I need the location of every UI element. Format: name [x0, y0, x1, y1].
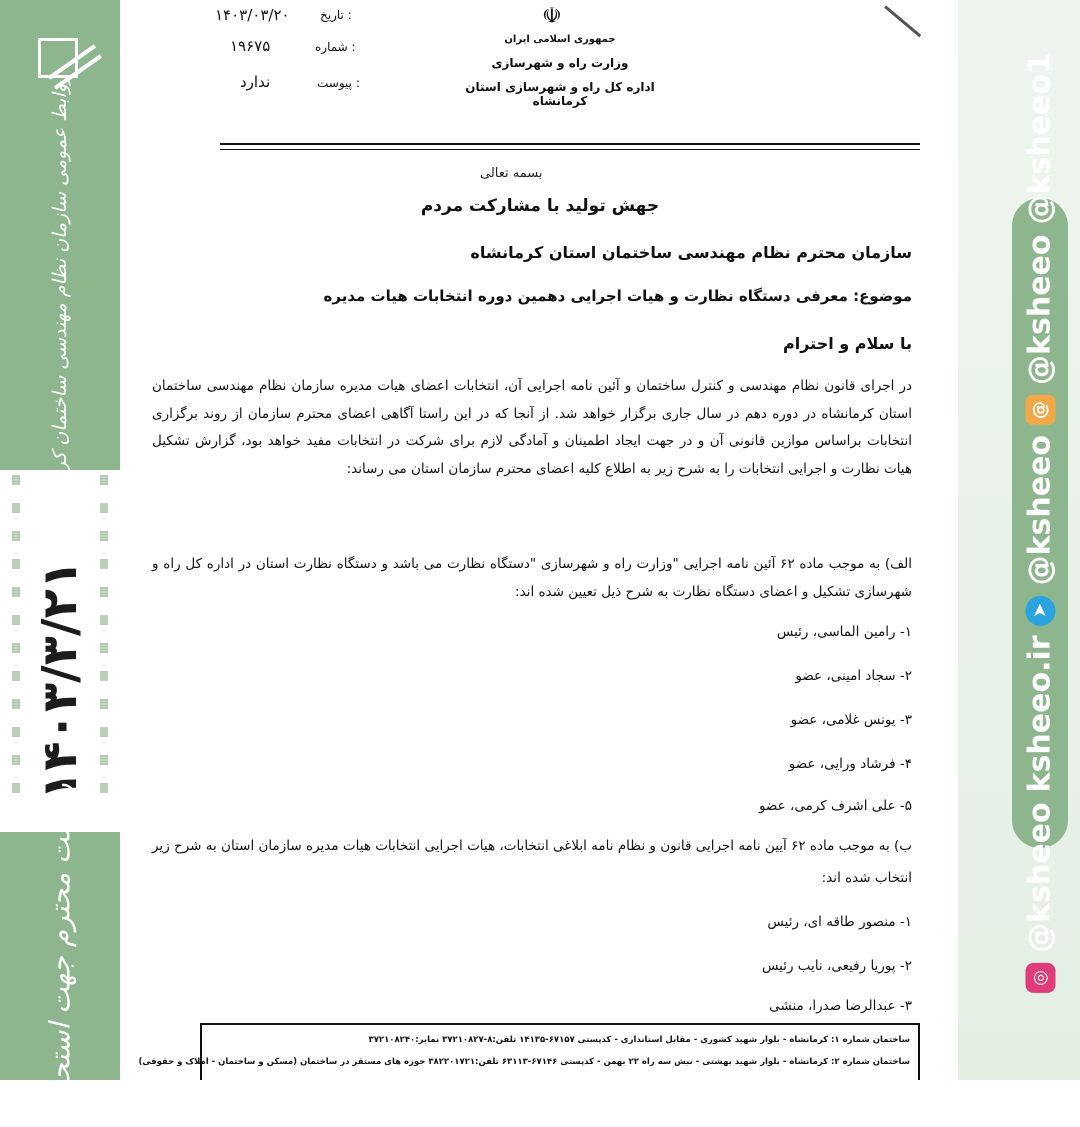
republic-title: جمهوری اسلامی ایران — [504, 34, 616, 45]
list-item: ۱- رامین الماسی، رئیس — [776, 624, 912, 640]
list-item: ۲- پوریا رفیعی، نایب رئیس — [761, 958, 912, 974]
list-item: ۵- علی اشرف کرمی، عضو — [758, 798, 912, 814]
dash-column — [12, 475, 20, 825]
telegram-icon[interactable]: ➤ — [1025, 595, 1055, 625]
list-item: ۳- یونس غلامی، عضو — [790, 712, 912, 728]
emblem-icon: ☫ — [542, 4, 562, 29]
list-item: ۳- عبدالرضا صدرا، منشی — [769, 998, 912, 1014]
social-handles — [1023, 53, 1058, 993]
date-label: تاریخ : — [320, 8, 352, 22]
handle-site[interactable]: ksheeo.ir — [1022, 635, 1058, 793]
footer-line: ساختمان شماره ۱: کرمانشاه - بلوار شهید کشوری - مقابل استانداری - کدپستی ۶۷۱۵۷-۱۴۱۳۵ تلفن:۸-۳۷۲۱۰۸۲۷ نمابر:۳۷۲۱۰۸۲۴۰ — [368, 1035, 910, 1045]
letter-page — [120, 0, 958, 1080]
footer-line: ساختمان شماره ۲: کرمانشاه - بلوار شهید بهشتی - نبش سه راه ۲۲ بهمن - کدپستی ۶۷۱۴۶-۶۳۱۱۳ تلفن:۳۸۲۲۰۱۷۲۱ حوزه های مستقر در ساختمان (مسکن و ساختمان - املاک و حقوقی) — [138, 1057, 910, 1067]
handle-eitaa[interactable]: @ksheeo — [1022, 234, 1058, 385]
body-paragraph-1: در اجرای قانون نظام مهندسی و کنترل ساختمان و آئین نامه اجرایی آن، انتخابات اعضای هیات مدیره سازمان نظام مهندسی ساختمان استان کرمانشاه در دوره دهم در سال جاری برگزار خواهد شد. از آنجا که در این راستا آگاهی اعضای محترم سازمان از روند برگزاری انتخابات براساس موازین قانونی آن و در جهت ایجاد اطمینان و آمادگی لازم برای شرکت در انتخابات مفید خواهد بود، گزارش تشکیل هیات نظارت و اجرایی انتخابات را به شرح زیر به اطلاع کلیه اعضای محترم سازمان استان می رساند: — [152, 378, 912, 477]
instagram-icon[interactable]: ◎ — [1025, 963, 1055, 993]
office-title: اداره کل راه و شهرسازی استان کرمانشاه — [465, 80, 655, 108]
number-value: ۱۹۶۷۵ — [230, 37, 271, 55]
eitaa-icon[interactable]: @ — [1025, 395, 1055, 425]
number-label: شماره : — [315, 40, 356, 54]
handle-bale[interactable]: @ksheeo1 — [1022, 53, 1058, 225]
slogan: جهش تولید با مشارکت مردم — [420, 196, 660, 216]
body-paragraph-3: ب) به موجب ماده ۶۲ آیین نامه اجرایی قانون و نظام نامه ابلاغی انتخابات، هیات اجرایی انتخابات هیات مدیره سازمان استان به شرح زیر انتخاب شده اند: — [151, 838, 912, 886]
handle-instagram[interactable]: @ksheeo — [1022, 802, 1058, 953]
attachment-value: ندارد — [240, 73, 271, 91]
pen-mark — [884, 5, 921, 37]
list-item: ۴- فرشاد ورایی، عضو — [788, 756, 912, 772]
footer-address-box — [138, 1023, 920, 1080]
attachment-label: پیوست : — [317, 76, 360, 90]
handle-telegram[interactable]: @ksheeo — [1022, 434, 1058, 586]
list-item: ۱- منصور طاقه ای، رئیس — [767, 914, 912, 930]
greeting: با سلام و احترام — [783, 334, 912, 353]
bismillah: بسمه تعالی — [480, 166, 543, 181]
header-rule — [220, 143, 920, 145]
date-value: ۱۴۰۳/۰۳/۲۰ — [215, 6, 290, 24]
addressee: سازمان محترم نظام مهندسی ساختمان استان کرمانشاه — [470, 243, 912, 262]
vertical-date: ۱۴۰۳/۳/۲۱ — [32, 559, 88, 801]
left-band — [0, 0, 120, 1127]
body-paragraph-2: الف) به موجب ماده ۶۲ آئین نامه اجرایی "وزارت راه و شهرسازی "دستگاه نظارت می باشد و دستگاه نظارت استان در اداره کل راه و شهرسازی تشکیل و اعضای دستگاه نظارت به شرح ذیل تعیین شده اند: — [152, 556, 912, 600]
dash-column — [100, 475, 108, 825]
list-item: ۲- سجاد امینی، عضو — [795, 668, 912, 684]
header-rule — [220, 149, 920, 150]
left-bottom-calligraphy: ریاست محترم جهت استحضار — [43, 783, 77, 1127]
ministry-title: وزارت راه و شهرسازی — [491, 56, 629, 70]
left-calligraphy: روابط عمومی سازمان نظام مهندسی ساختمان کرمانشاه — [49, 74, 71, 526]
subject: موضوع: معرفی دستگاه نظارت و هیات اجرایی دهمین دوره انتخابات هیات مدیره — [323, 287, 912, 305]
